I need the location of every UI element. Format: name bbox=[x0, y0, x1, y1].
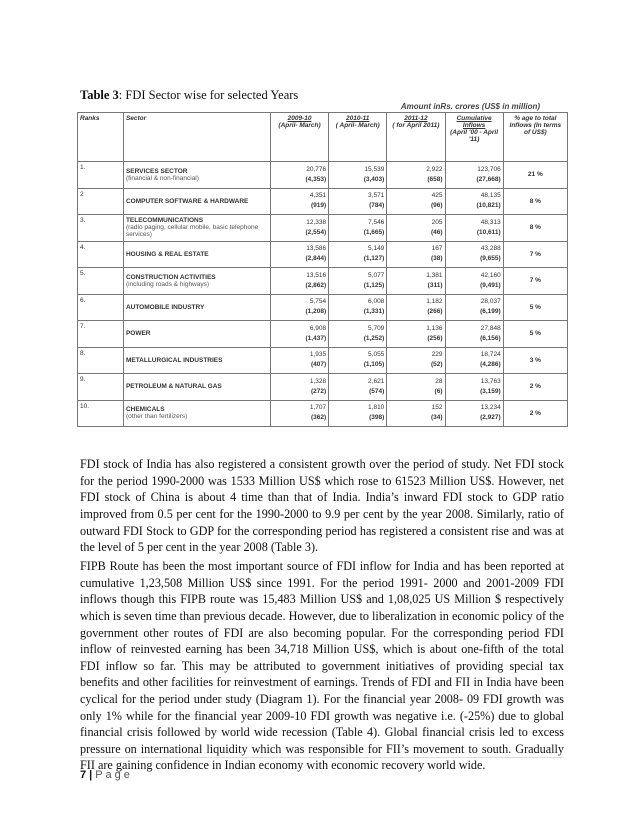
value-2011-12-inr: 1,136 bbox=[426, 324, 443, 332]
value-cumulative-inr: 18,724 bbox=[480, 351, 501, 359]
value-2010-11 bbox=[329, 241, 387, 268]
table-row bbox=[78, 241, 568, 268]
percent-cell: 7 % bbox=[503, 241, 567, 268]
value-2009-10-usd: (4,353) bbox=[305, 175, 327, 183]
value-2009-10 bbox=[270, 400, 328, 427]
value-2011-12-usd: (266) bbox=[427, 308, 443, 316]
value-2009-10-usd: (1,437) bbox=[305, 334, 327, 342]
value-2011-12 bbox=[387, 400, 445, 427]
table-header-row bbox=[78, 113, 568, 162]
header-2011-12-year: 2011-12 bbox=[404, 115, 428, 122]
value-cumulative-inr: 28,037 bbox=[480, 298, 501, 306]
value-2010-11-inr: 2,621 bbox=[368, 377, 385, 385]
value-cumulative-usd: (3,159) bbox=[480, 387, 501, 395]
value-2011-12-usd: (38) bbox=[430, 255, 443, 263]
value-2010-11 bbox=[329, 188, 387, 215]
value-2011-12-inr: 205 bbox=[431, 218, 443, 226]
value-2011-12 bbox=[387, 188, 445, 215]
value-cumulative bbox=[445, 268, 503, 295]
value-2009-10-inr: 4,351 bbox=[309, 192, 327, 200]
value-2011-12-usd: (96) bbox=[430, 202, 443, 210]
value-2010-11-usd: (1,252) bbox=[363, 334, 385, 342]
value-cumulative-inr: 43,288 bbox=[480, 245, 501, 253]
value-2010-11-usd: (574) bbox=[369, 387, 385, 395]
header-cumulative-title: Cumulative Inflows bbox=[456, 115, 492, 129]
value-2010-11-usd: (1,331) bbox=[363, 308, 385, 316]
rank-cell: 8. bbox=[78, 347, 124, 374]
sector-name: METALLURGICAL INDUSTRIES bbox=[125, 356, 223, 364]
header-2010-11-year: 2010-11 bbox=[346, 115, 370, 122]
value-2010-11-inr: 15,539 bbox=[364, 165, 385, 173]
value-cumulative bbox=[445, 294, 503, 321]
value-cumulative bbox=[445, 241, 503, 268]
sector-name: CHEMICALS bbox=[125, 406, 165, 414]
paragraph-fdi-stock: FDI stock of India has also registered a consistent growth over the period of study. Net FDI stock for the period 1990-2000 was 1533 Million US$ which rose to 61523 Million US$. However, net FDI stock of China is about 4 time than that of India. India’s inward FDI stock to GDP ratio improved from 0.5 per cent for the 1990-2000 to 9.9 per cent by the year 2008. Similarly, ratio of outward FDI Stock to GDP for the corresponding period has registered a consistent rise and was at the level of 5 per cent in the year 2008 (Table 3). bbox=[80, 457, 564, 555]
value-cumulative bbox=[445, 400, 503, 427]
value-2011-12-usd: (34) bbox=[430, 414, 443, 422]
header-2009-10-year: 2009-10 bbox=[287, 115, 312, 122]
value-2011-12-inr: 152 bbox=[431, 404, 443, 412]
sector-cell bbox=[123, 400, 270, 427]
rank-cell: 4. bbox=[78, 241, 124, 268]
percent-cell: 8 % bbox=[503, 188, 567, 215]
sector-name: COMPUTER SOFTWARE & HARDWARE bbox=[125, 197, 249, 205]
rank-cell: 10. bbox=[78, 400, 124, 427]
value-cumulative-inr: 123,706 bbox=[477, 165, 501, 173]
rank-cell: 9. bbox=[78, 374, 124, 401]
value-2009-10-inr: 5,754 bbox=[309, 298, 327, 306]
value-cumulative bbox=[445, 162, 503, 189]
value-2010-11-inr: 5,149 bbox=[368, 245, 385, 253]
value-2011-12-usd: (52) bbox=[430, 361, 443, 369]
value-2011-12 bbox=[387, 374, 445, 401]
value-2011-12 bbox=[387, 294, 445, 321]
value-2009-10-usd: (272) bbox=[310, 387, 327, 395]
table-row bbox=[78, 347, 568, 374]
table-row bbox=[78, 374, 568, 401]
value-2009-10-inr: 13,586 bbox=[306, 245, 327, 253]
value-2010-11 bbox=[329, 374, 387, 401]
value-2010-11-inr: 1,810 bbox=[368, 404, 385, 412]
header-2009-10 bbox=[270, 113, 328, 162]
fdi-sector-table bbox=[77, 112, 568, 427]
sector-name: HOUSING & REAL ESTATE bbox=[125, 250, 209, 258]
sector-name: POWER bbox=[125, 330, 151, 338]
sector-cell bbox=[123, 347, 270, 374]
value-cumulative-usd: (10,611) bbox=[476, 228, 501, 236]
value-cumulative-usd: (6,199) bbox=[480, 308, 501, 316]
value-2009-10-usd: (362) bbox=[310, 414, 327, 422]
value-2009-10-usd: (1,208) bbox=[305, 308, 327, 316]
percent-cell: 2 % bbox=[503, 400, 567, 427]
table-row bbox=[78, 268, 568, 295]
value-2011-12 bbox=[387, 268, 445, 295]
value-2010-11 bbox=[329, 347, 387, 374]
value-2010-11-inr: 5,709 bbox=[368, 324, 385, 332]
sector-cell bbox=[123, 374, 270, 401]
value-2011-12 bbox=[387, 347, 445, 374]
table-caption-text: : FDI Sector wise for selected Years bbox=[118, 88, 299, 102]
value-cumulative-usd: (9,655) bbox=[480, 255, 501, 263]
rank-cell: 2 bbox=[78, 188, 124, 215]
value-2010-11-inr: 3,571 bbox=[368, 192, 385, 200]
header-sector: Sector bbox=[123, 113, 270, 162]
value-2011-12-inr: 2,922 bbox=[426, 165, 443, 173]
value-2011-12-inr: 1,381 bbox=[426, 271, 443, 279]
table-row bbox=[78, 162, 568, 189]
header-percent: % age to total Inflows (In terms of US$) bbox=[503, 113, 567, 162]
value-2011-12 bbox=[387, 162, 445, 189]
value-2009-10 bbox=[270, 347, 328, 374]
percent-cell: 3 % bbox=[503, 347, 567, 374]
sector-cell bbox=[123, 268, 270, 295]
percent-cell: 2 % bbox=[503, 374, 567, 401]
value-2011-12-usd: (6) bbox=[434, 387, 443, 395]
value-cumulative-inr: 48,135 bbox=[480, 192, 501, 200]
value-2009-10 bbox=[270, 268, 328, 295]
value-2009-10-usd: (2,862) bbox=[305, 281, 327, 289]
rank-cell: 6. bbox=[78, 294, 124, 321]
table-row bbox=[78, 321, 568, 348]
value-2011-12-inr: 425 bbox=[431, 192, 443, 200]
value-2009-10-usd: (407) bbox=[310, 361, 327, 369]
value-2010-11 bbox=[329, 321, 387, 348]
sector-subtitle: (including roads & highways) bbox=[125, 280, 210, 288]
value-2011-12-inr: 229 bbox=[431, 351, 443, 359]
value-2009-10-usd: (2,554) bbox=[305, 228, 327, 236]
amount-note: Amount inRs. crores (US$ in million) bbox=[400, 102, 540, 111]
value-2010-11 bbox=[329, 215, 387, 242]
value-cumulative bbox=[445, 374, 503, 401]
value-2009-10-usd: (2,844) bbox=[305, 255, 327, 263]
value-2011-12 bbox=[387, 215, 445, 242]
value-cumulative bbox=[445, 347, 503, 374]
value-2009-10 bbox=[270, 241, 328, 268]
sector-cell bbox=[123, 188, 270, 215]
value-2010-11 bbox=[329, 400, 387, 427]
percent-cell: 5 % bbox=[503, 321, 567, 348]
value-2010-11-inr: 5,077 bbox=[368, 271, 385, 279]
value-2010-11 bbox=[329, 162, 387, 189]
value-cumulative bbox=[445, 215, 503, 242]
value-cumulative-usd: (9,491) bbox=[480, 281, 501, 289]
header-cumulative-sub: (April '00 - April '11) bbox=[450, 129, 499, 143]
value-2011-12-inr: 28 bbox=[435, 377, 443, 385]
value-cumulative-usd: (10,821) bbox=[476, 202, 501, 210]
value-2009-10 bbox=[270, 188, 328, 215]
value-2010-11-inr: 5,055 bbox=[368, 351, 385, 359]
table-row bbox=[78, 400, 568, 427]
value-2010-11-usd: (398) bbox=[369, 414, 385, 422]
value-2009-10-inr: 1,935 bbox=[309, 351, 327, 359]
sector-subtitle: (financial & non-financial) bbox=[125, 174, 199, 182]
value-cumulative-inr: 48,313 bbox=[480, 218, 501, 226]
header-2010-11-sub: ( April- March) bbox=[335, 122, 380, 129]
value-cumulative-inr: 42,160 bbox=[480, 271, 501, 279]
value-cumulative bbox=[445, 188, 503, 215]
value-2010-11-usd: (1,127) bbox=[363, 255, 385, 263]
value-2009-10-inr: 6,908 bbox=[309, 324, 327, 332]
rank-cell: 5. bbox=[78, 268, 124, 295]
sector-cell bbox=[123, 321, 270, 348]
footer-separator: | bbox=[89, 769, 93, 781]
rank-cell: 7. bbox=[78, 321, 124, 348]
value-2010-11-usd: (1,125) bbox=[363, 281, 385, 289]
paragraph-fipb-route: FIPB Route has been the most important source of FDI inflow for India and has been reported at cumulative 1,23,508 Million US$ since 1991. For the period 1991- 2000 and 2001-2009 FDI inflows though this FIPB route was 15,483 Million US$ and 1,08,025 US Million $ respectively which is seven time than previous decade. However, due to liberalization in economic policy of the government other routes of FDI are also becoming popular. For the corresponding period FDI inflow of reinvested earning has been 34,718 Million US$, which is about one-fifth of the total FDI inflow so far. This may be attributed to government initiatives of providing special tax benefits and other facilities for reinvestment of earnings. Trends of FDI and FII in India have been cyclical for the period under study (Diagram 1). For the financial year 2008- 09 FDI growth was only 1% while for the financial year 2009-10 FDI growth was negative i.e. (-25%) due to global financial crisis followed by world wide recession (Table 4). Global financial crisis led to excess pressure on international liquidity which was responsible for FII’s movement to south. Gradually FII are gaining confidence in Indian economy with economic recovery world wide. bbox=[80, 559, 564, 773]
header-ranks: Ranks bbox=[78, 113, 124, 162]
value-cumulative-usd: (2,927) bbox=[480, 414, 501, 422]
sector-cell bbox=[123, 215, 270, 242]
value-2010-11 bbox=[329, 294, 387, 321]
value-2009-10 bbox=[270, 215, 328, 242]
value-2009-10-inr: 13,516 bbox=[306, 271, 327, 279]
percent-cell: 21 % bbox=[503, 162, 567, 189]
sector-cell bbox=[123, 162, 270, 189]
value-2009-10-inr: 12,338 bbox=[306, 218, 327, 226]
table-row bbox=[78, 188, 568, 215]
header-2010-11 bbox=[329, 113, 387, 162]
value-cumulative-inr: 13,234 bbox=[480, 404, 501, 412]
value-2011-12-inr: 167 bbox=[431, 245, 443, 253]
header-2009-10-sub: (April- March) bbox=[278, 122, 321, 129]
value-2010-11-usd: (784) bbox=[369, 202, 385, 210]
value-2011-12-usd: (311) bbox=[427, 281, 443, 289]
value-2011-12-inr: 1,182 bbox=[426, 298, 443, 306]
rank-cell: 3. bbox=[78, 215, 124, 242]
sector-name: TELECOMMUNICATIONS bbox=[125, 217, 204, 225]
sector-name: PETROLEUM & NATURAL GAS bbox=[125, 383, 222, 391]
percent-cell: 7 % bbox=[503, 268, 567, 295]
value-cumulative-usd: (4,286) bbox=[480, 361, 501, 369]
value-2011-12-usd: (256) bbox=[427, 334, 443, 342]
page-footer bbox=[80, 769, 133, 781]
value-2009-10 bbox=[270, 321, 328, 348]
value-2010-11 bbox=[329, 268, 387, 295]
value-2009-10-inr: 20,776 bbox=[306, 165, 327, 173]
page-word: Page bbox=[95, 769, 133, 781]
table-row bbox=[78, 294, 568, 321]
sector-subtitle: (other than fertilizers) bbox=[125, 413, 188, 421]
sector-cell bbox=[123, 241, 270, 268]
page-number: 7 bbox=[80, 769, 87, 781]
value-2011-12-usd: (46) bbox=[430, 228, 443, 236]
value-2009-10-inr: 1,328 bbox=[309, 377, 327, 385]
sector-cell bbox=[123, 294, 270, 321]
value-2010-11-usd: (3,403) bbox=[363, 175, 385, 183]
sector-name: CONSTRUCTION ACTIVITIES bbox=[125, 273, 216, 281]
value-2011-12 bbox=[387, 321, 445, 348]
header-cumulative bbox=[445, 113, 503, 162]
sector-name: SERVICES SECTOR bbox=[125, 167, 188, 175]
value-cumulative-inr: 27,848 bbox=[480, 324, 501, 332]
sector-name: AUTOMOBILE INDUSTRY bbox=[125, 303, 205, 311]
fdi-sector-table-figure bbox=[77, 101, 568, 427]
value-2009-10 bbox=[270, 294, 328, 321]
value-2009-10-usd: (919) bbox=[310, 202, 327, 210]
table-row bbox=[78, 215, 568, 242]
sector-subtitle: (radio paging, cellular mobile, basic telephone services) bbox=[125, 224, 259, 239]
percent-cell: 5 % bbox=[503, 294, 567, 321]
value-2010-11-inr: 6,008 bbox=[368, 298, 385, 306]
value-2010-11-usd: (1,665) bbox=[363, 228, 385, 236]
value-2010-11-usd: (1,105) bbox=[363, 361, 385, 369]
table-caption-label: Table 3 bbox=[80, 88, 119, 102]
rank-cell: 1. bbox=[78, 162, 124, 189]
value-2009-10 bbox=[270, 162, 328, 189]
value-cumulative-usd: (6,156) bbox=[480, 334, 501, 342]
value-2011-12-usd: (658) bbox=[427, 175, 443, 183]
value-2011-12 bbox=[387, 241, 445, 268]
value-2009-10 bbox=[270, 374, 328, 401]
header-2011-12-sub: ( for April 2011) bbox=[392, 122, 440, 129]
footer-divider bbox=[80, 757, 564, 758]
value-cumulative-usd: (27,668) bbox=[476, 175, 501, 183]
value-cumulative bbox=[445, 321, 503, 348]
value-cumulative-inr: 13,763 bbox=[480, 377, 501, 385]
percent-cell: 8 % bbox=[503, 215, 567, 242]
value-2010-11-inr: 7,546 bbox=[368, 218, 385, 226]
header-2011-12 bbox=[387, 113, 445, 162]
value-2009-10-inr: 1,707 bbox=[309, 404, 327, 412]
